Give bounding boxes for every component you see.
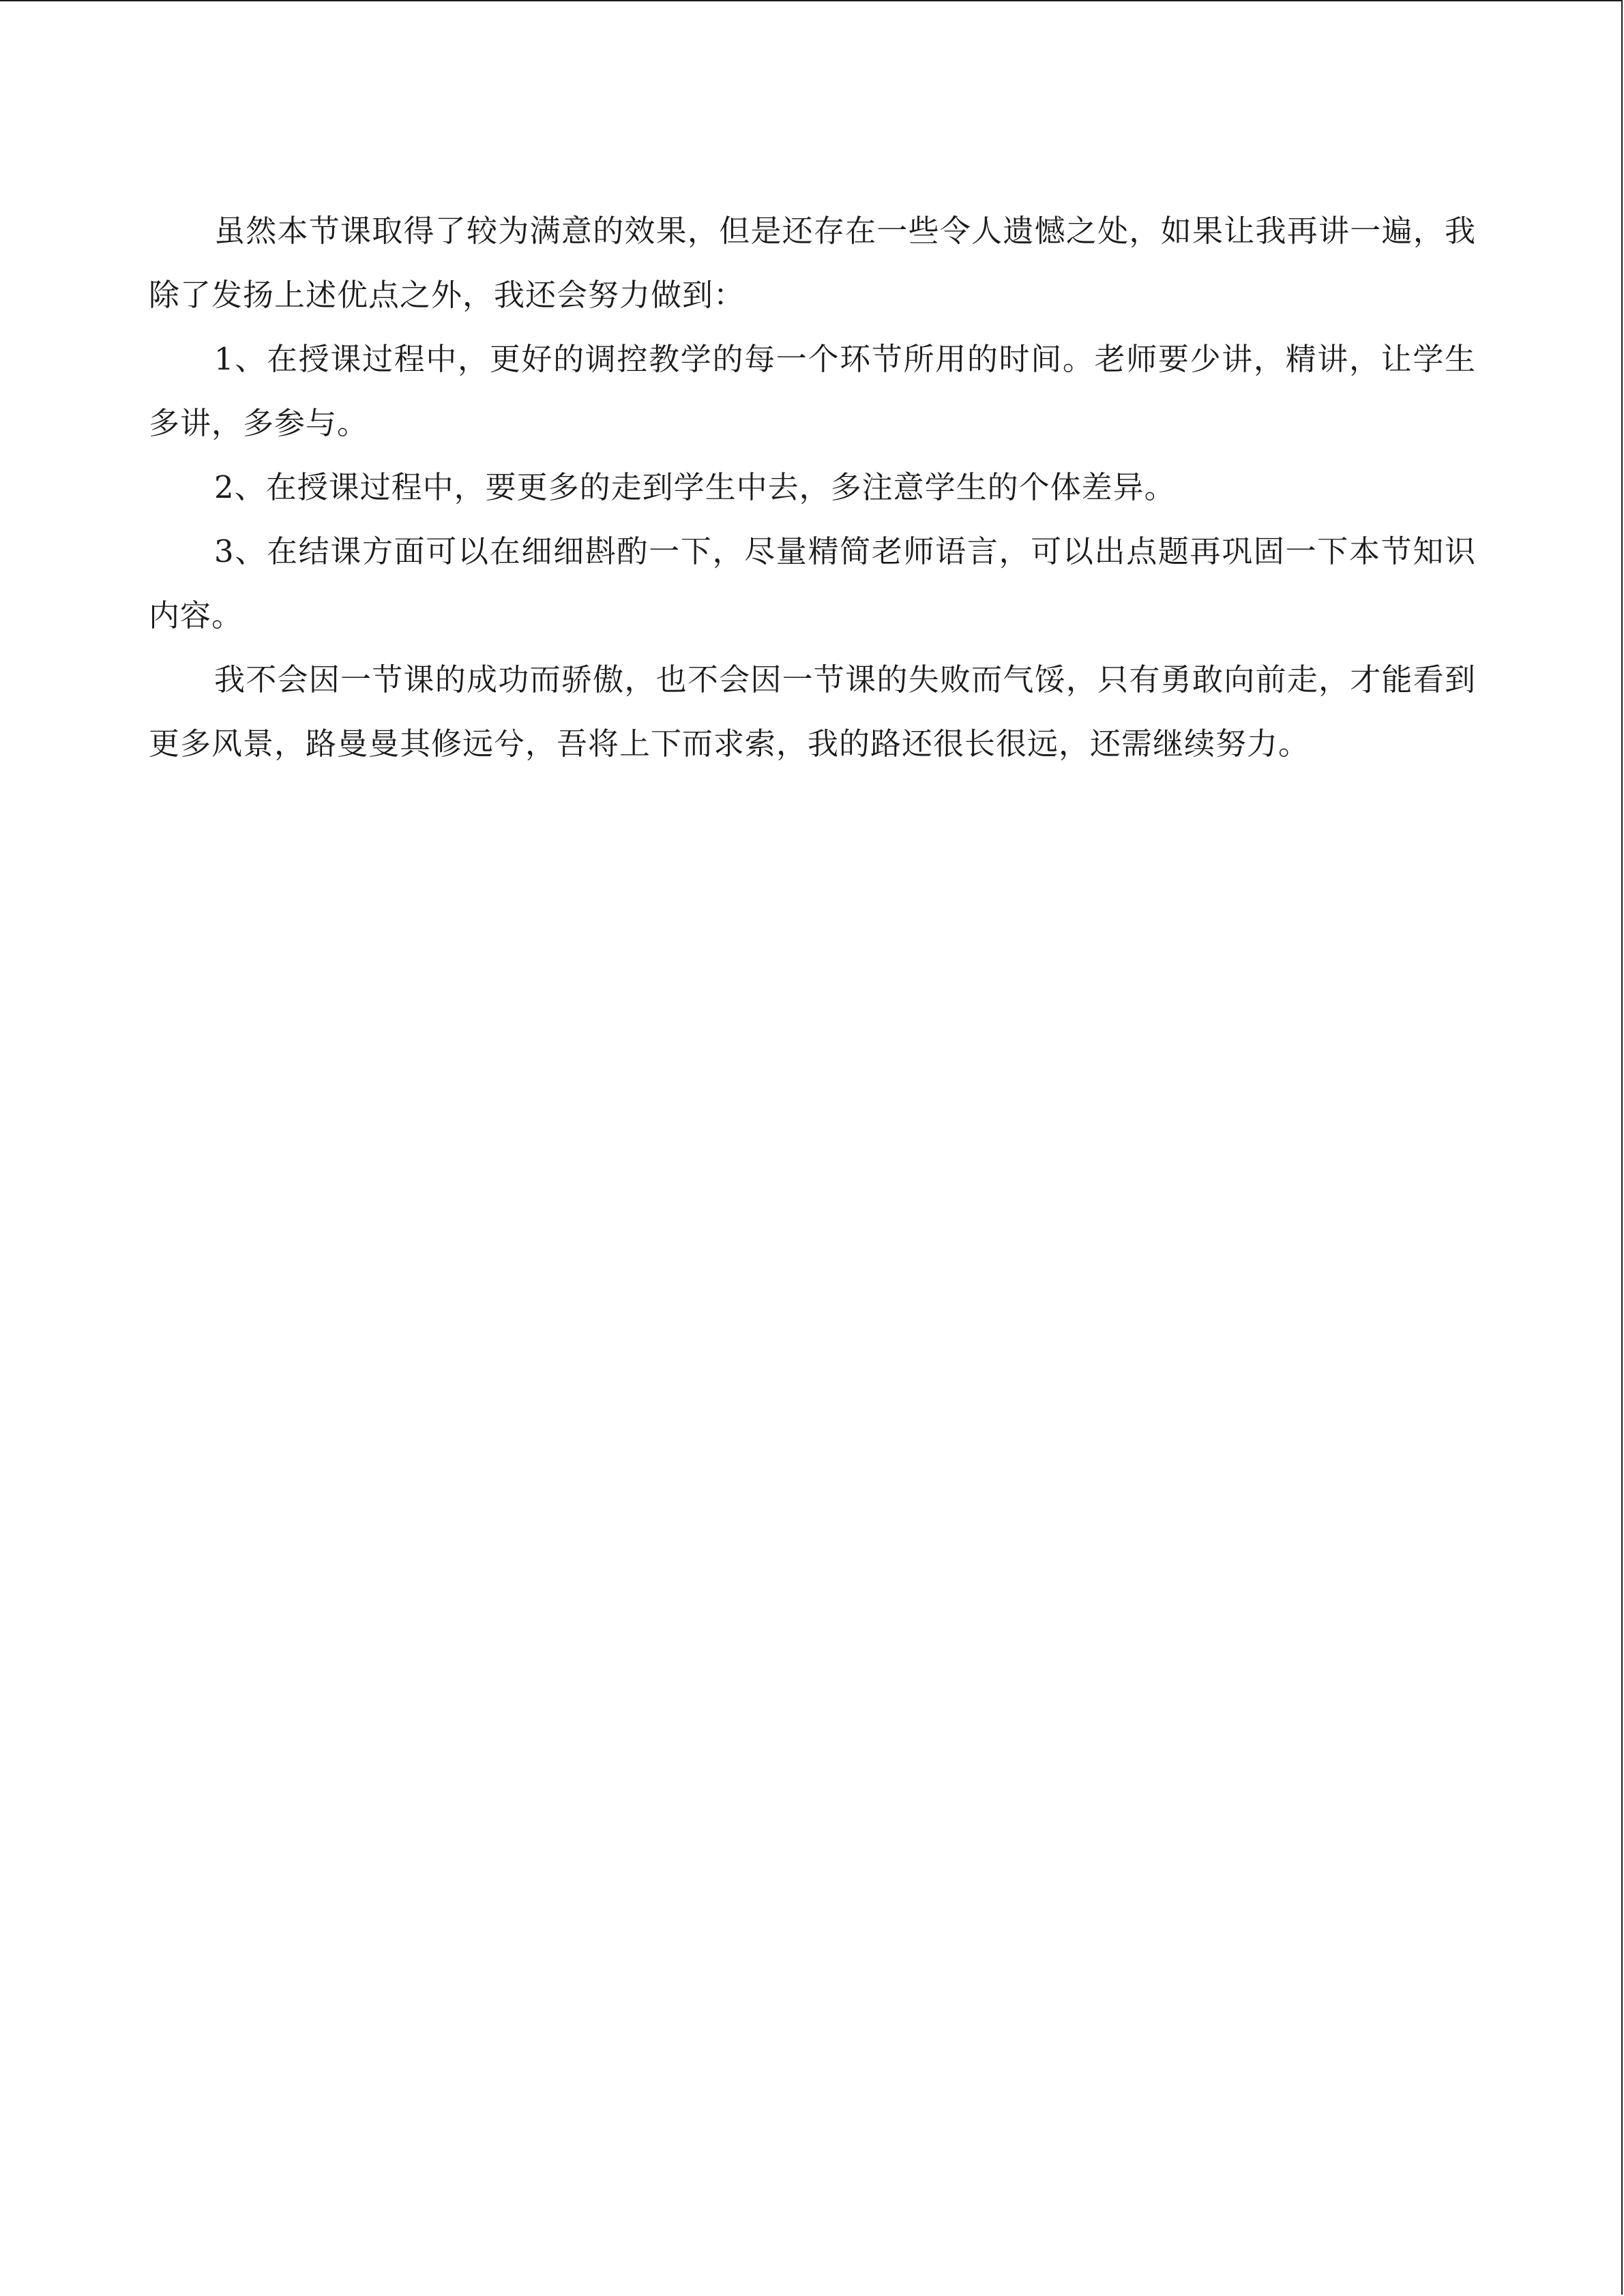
paragraph-point-2: 2、在授课过程中，要更多的走到学生中去，多注意学生的个体差异。 — [214, 469, 1176, 505]
document-body — [149, 199, 1476, 776]
paragraph-point-3: 3、在结课方面可以在细细斟酌一下，尽量精简老师语言，可以出点题再巩固一下本节知识内容。 — [149, 533, 1476, 633]
paragraph-conclusion: 我不会因一节课的成功而骄傲，也不会因一节课的失败而气馁，只有勇敢向前走，才能看到更多风景，路曼曼其修远兮，吾将上下而求索，我的路还很长很远，还需继续努力。 — [149, 661, 1476, 762]
paragraph-point-1: 1、在授课过程中，更好的调控教学的每一个环节所用的时间。老师要少讲，精讲，让学生多讲，多参与。 — [149, 341, 1476, 441]
paragraph-intro: 虽然本节课取得了较为满意的效果，但是还存在一些令人遗憾之处，如果让我再讲一遍，我除了发扬上述优点之外，我还会努力做到： — [149, 213, 1476, 313]
